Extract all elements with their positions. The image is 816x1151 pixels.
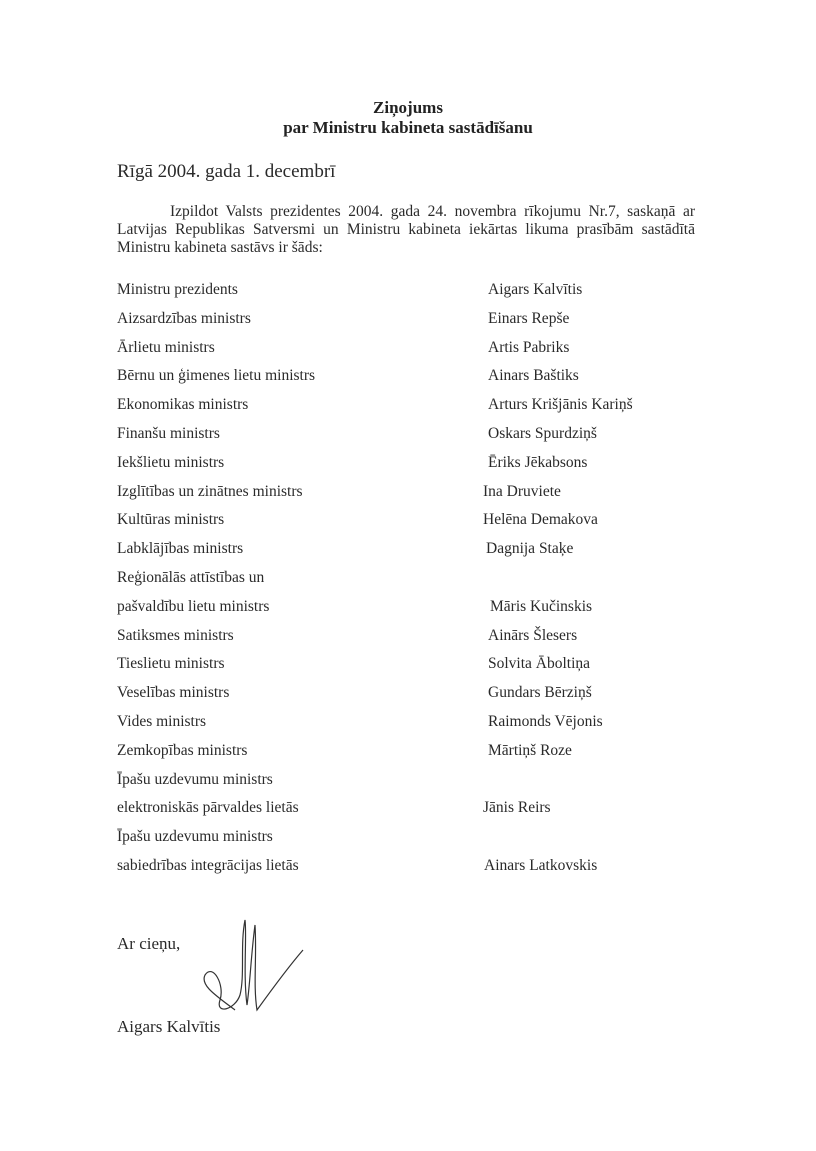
minister-name: Solvita Āboltiņa xyxy=(488,655,591,673)
closing-greeting: Ar cieņu, xyxy=(117,934,181,953)
minister-name: Gundars Bērziņš xyxy=(488,684,592,702)
minister-name: Dagnija Staķe xyxy=(486,540,574,558)
post-label: Īpašu uzdevumu ministrs xyxy=(117,770,273,788)
post-label: Veselības ministrs xyxy=(117,684,230,702)
minister-name: Oskars Spurdziņš xyxy=(488,425,597,442)
minister-name: Ainars Latkovskis xyxy=(484,857,598,874)
post-label: Ekonomikas ministrs xyxy=(117,396,249,414)
post-label: Izglītības un zinātnes ministrs xyxy=(117,482,303,500)
intro-paragraph: Izpildot Valsts prezidentes 2004. gada 24. novembra rīkojumu Nr.7, saskaņā ar Latvijas Republikas Satversmi un Ministru kabineta iekārtas likuma prasībām sastādītā Ministru kabineta sastāvs ir šāds: xyxy=(117,203,695,256)
post-label: Ārlietu ministrs xyxy=(117,338,215,356)
post-label: Ministru prezidents xyxy=(117,281,238,298)
post-label: Kultūras ministrs xyxy=(117,511,225,529)
document-subtitle: par Ministru kabineta sastādīšanu xyxy=(283,118,533,137)
post-label: elektroniskās pārvaldes lietās xyxy=(117,799,299,817)
minister-name: Artis Pabriks xyxy=(488,338,570,356)
post-label: Reģionālās attīstības un xyxy=(117,569,265,586)
post-label: Bērnu un ģimenes lietu ministrs xyxy=(117,367,316,385)
post-label: Īpašu uzdevumu ministrs xyxy=(117,828,273,846)
minister-name: Helēna Demakova xyxy=(483,511,598,529)
minister-name: Ainars Baštiks xyxy=(488,367,579,385)
minister-name: Aigars Kalvītis xyxy=(488,281,583,298)
document-title: Ziņojums xyxy=(373,98,443,117)
post-label: sabiedrības integrācijas lietās xyxy=(117,857,299,874)
minister-name: Ina Druviete xyxy=(483,482,561,500)
signatory-name: Aigars Kalvītis xyxy=(117,1017,221,1036)
document-date: Rīgā 2004. gada 1. decembrī xyxy=(117,161,336,182)
minister-name: Raimonds Vējonis xyxy=(488,713,603,730)
minister-name: Ēriks Jēkabsons xyxy=(488,453,588,471)
minister-name: Ainārs Šlesers xyxy=(488,626,578,644)
post-label: Vides ministrs xyxy=(117,713,207,730)
post-label: Satiksmes ministrs xyxy=(117,626,234,644)
minister-name: Mārtiņš Roze xyxy=(488,741,572,759)
signature xyxy=(185,915,315,1025)
post-label: Iekšlietu ministrs xyxy=(117,453,225,471)
post-label: Labklājības ministrs xyxy=(117,540,244,558)
minister-name: Einars Repše xyxy=(488,309,570,327)
post-label: Finanšu ministrs xyxy=(117,425,220,442)
post-label: Zemkopības ministrs xyxy=(117,741,248,759)
post-label: pašvaldību lietu ministrs xyxy=(117,597,270,615)
minister-name: Māris Kučinskis xyxy=(490,597,593,615)
minister-name: Jānis Reirs xyxy=(483,799,551,817)
minister-name: Arturs Krišjānis Kariņš xyxy=(488,396,633,414)
post-label: Tieslietu ministrs xyxy=(117,655,225,673)
post-label: Aizsardzības ministrs xyxy=(117,309,251,327)
